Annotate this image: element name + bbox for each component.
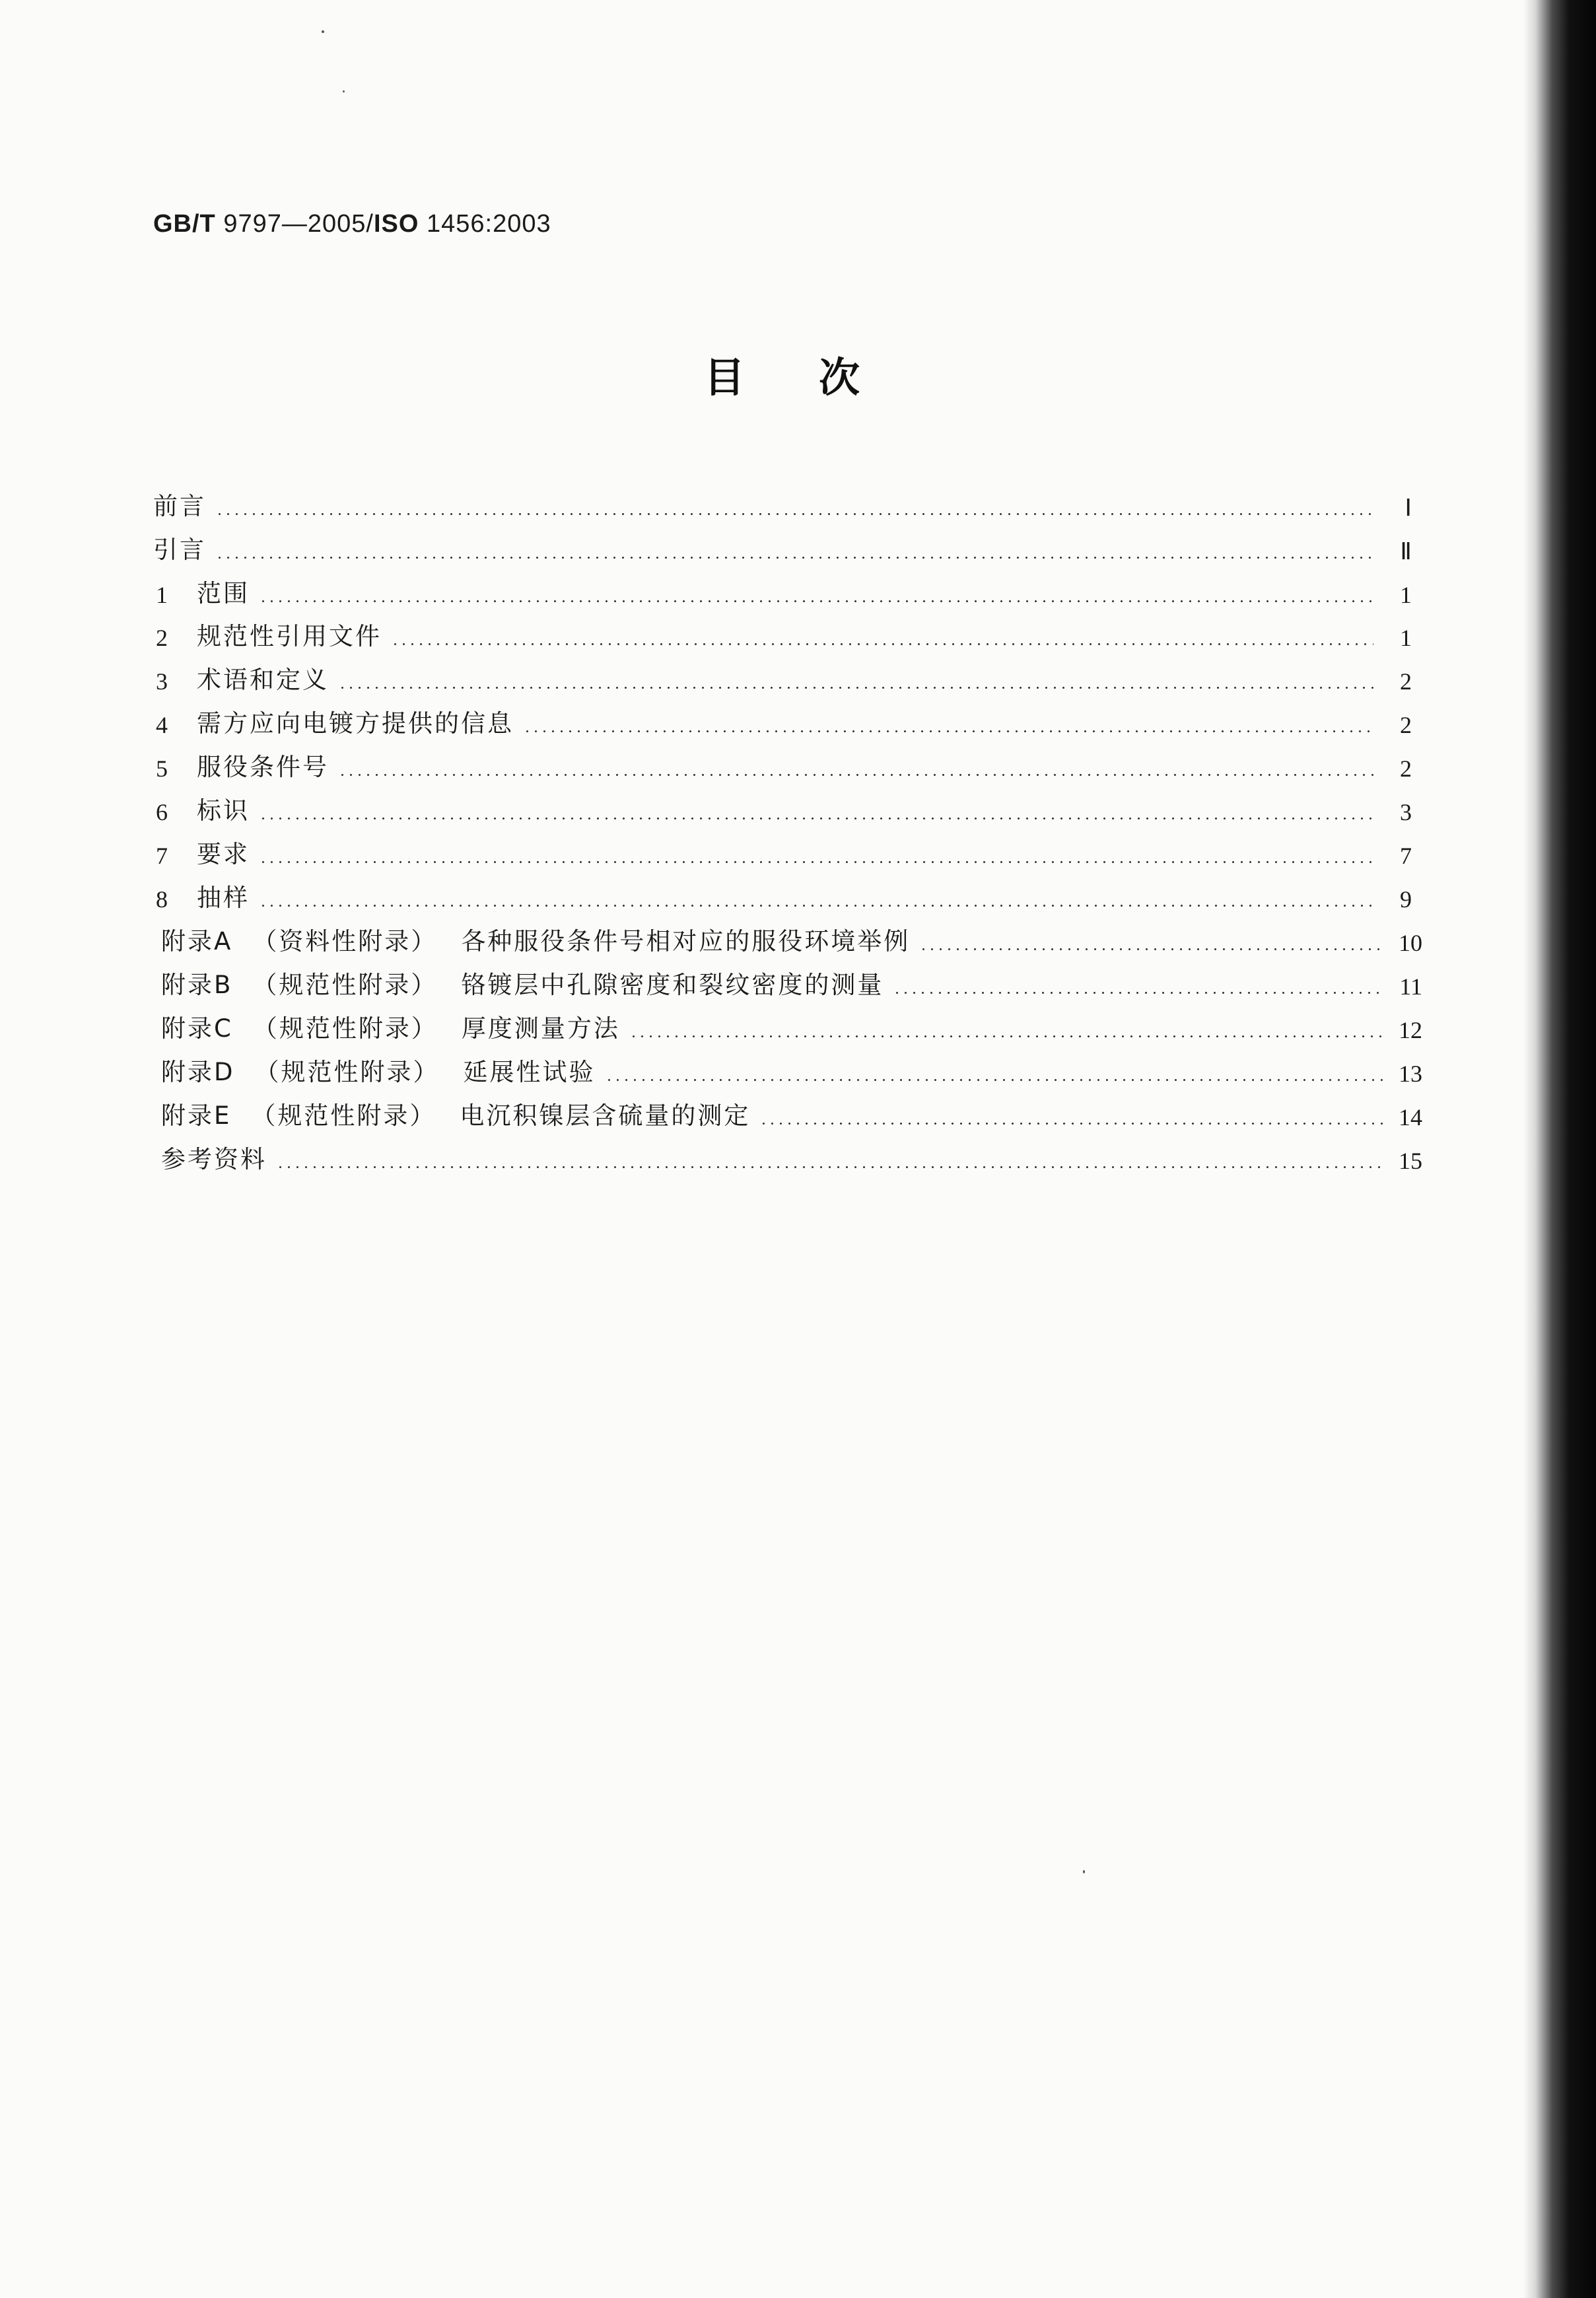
dot-leader — [391, 643, 1373, 645]
toc-entry-page: Ⅱ — [1400, 538, 1412, 565]
dot-leader — [759, 1123, 1384, 1125]
toc-entry-clause-1[interactable] — [156, 574, 1412, 609]
dot-leader — [919, 948, 1384, 950]
toc-entry-label: 要求 — [197, 840, 250, 868]
toc-entry-annex-a[interactable] — [161, 923, 1422, 957]
toc-entry-number: 6 — [156, 799, 168, 825]
dot-leader — [259, 905, 1373, 907]
scan-speck — [322, 30, 324, 33]
toc-entry-number: 1 — [156, 582, 168, 608]
toc-entry-references[interactable] — [161, 1140, 1422, 1175]
dot-leader — [259, 600, 1373, 602]
annex-category: （规范性附录） — [252, 1014, 438, 1043]
toc-entry-label: 需方应向电镀方提供的信息 — [197, 709, 514, 738]
doc-code-gbt: GB/T — [153, 210, 216, 238]
annex-title: 延展性试验 — [463, 1058, 596, 1086]
toc-entry-page: 12 — [1399, 1017, 1422, 1043]
toc-entry-page: 1 — [1400, 625, 1412, 651]
annex-category: （资料性附录） — [252, 927, 438, 956]
annex-title: 铬镀层中孔隙密度和裂纹密度的测量 — [461, 971, 884, 999]
toc-entry-clause-7[interactable] — [156, 835, 1412, 870]
annex-label: 附录A — [161, 927, 233, 956]
dot-leader — [276, 1166, 1384, 1168]
toc-entry-page: 10 — [1399, 930, 1422, 956]
toc-entry-page: 13 — [1399, 1061, 1422, 1087]
annex-category: （规范性附录） — [251, 1101, 436, 1130]
toc-entry-label: 参考资料 — [161, 1145, 267, 1173]
annex-category: （规范性附录） — [252, 971, 438, 999]
toc-entry-label: 引言 — [153, 536, 206, 564]
toc-entry-page: 1 — [1400, 582, 1412, 608]
toc-entry-label: 前言 — [153, 492, 206, 520]
scan-edge-shadow — [1523, 0, 1596, 2298]
scan-speck — [343, 90, 345, 92]
document-code — [153, 210, 551, 238]
annex-title: 各种服役条件号相对应的服役环境举例 — [461, 927, 911, 956]
annex-label: 附录E — [161, 1101, 232, 1130]
toc-entry-page: 2 — [1400, 668, 1412, 695]
toc-entry-label: 范围 — [197, 579, 250, 608]
toc-entry-annex-e[interactable] — [161, 1097, 1422, 1131]
dot-leader — [629, 1035, 1384, 1037]
toc-title: 目次 — [704, 353, 934, 401]
toc-entry-label: 标识 — [197, 796, 250, 825]
toc-entry-number: 5 — [156, 755, 168, 782]
toc-entry-clause-2[interactable] — [156, 617, 1412, 652]
toc-entry-number: 4 — [156, 712, 168, 738]
toc-entry-page: 11 — [1399, 973, 1422, 1000]
toc-entry-foreword[interactable] — [153, 487, 1412, 522]
annex-label: 附录D — [161, 1058, 235, 1086]
toc-entry-page: 3 — [1400, 799, 1412, 825]
dot-leader — [893, 992, 1384, 994]
toc-entry-annex-d[interactable] — [161, 1053, 1422, 1088]
dot-leader — [259, 861, 1373, 863]
dot-leader — [605, 1079, 1385, 1081]
toc-entry-label: 术语和定义 — [197, 666, 329, 694]
annex-title: 厚度测量方法 — [461, 1014, 620, 1043]
toc-entry-clause-3[interactable] — [156, 661, 1412, 695]
doc-code-number: 9797—2005/ — [223, 210, 374, 238]
toc-entry-introduction[interactable] — [153, 531, 1412, 565]
toc-entry-label: 规范性引用文件 — [197, 622, 382, 650]
toc-entry-page: 7 — [1400, 843, 1412, 869]
annex-label: 附录B — [161, 971, 233, 999]
toc-entry-clause-4[interactable] — [156, 705, 1412, 739]
toc-entry-page: 9 — [1400, 886, 1412, 913]
annex-title: 电沉积镍层含硫量的测定 — [460, 1101, 751, 1130]
annex-label: 附录C — [161, 1014, 233, 1043]
toc-entry-label: 服役条件号 — [197, 753, 329, 781]
toc-entry-annex-c[interactable] — [161, 1010, 1422, 1044]
toc-entry-clause-5[interactable] — [156, 748, 1412, 783]
toc-entry-number: 3 — [156, 668, 168, 695]
dot-leader — [338, 774, 1373, 776]
toc-entry-page: 14 — [1399, 1104, 1422, 1131]
doc-code-iso-number: 1456:2003 — [427, 210, 551, 238]
dot-leader — [215, 513, 1373, 515]
dot-leader — [523, 730, 1373, 732]
doc-code-iso: ISO — [373, 210, 419, 238]
toc-entry-clause-8[interactable] — [156, 879, 1412, 913]
annex-category: （规范性附录） — [254, 1058, 440, 1086]
toc-entry-page: 15 — [1399, 1148, 1422, 1174]
toc-entry-page: 2 — [1400, 755, 1412, 782]
toc-entry-number: 8 — [156, 886, 168, 913]
scan-speck — [1083, 1870, 1085, 1873]
toc-entry-clause-6[interactable] — [156, 792, 1412, 826]
dot-leader — [338, 687, 1373, 689]
toc-entry-number: 7 — [156, 843, 168, 869]
toc-entry-annex-b[interactable] — [161, 966, 1422, 1000]
toc-entry-page: Ⅰ — [1405, 495, 1412, 521]
toc-entry-page: 2 — [1400, 712, 1412, 738]
toc-entry-label: 抽样 — [197, 884, 250, 912]
toc-entry-number: 2 — [156, 625, 168, 651]
dot-leader — [259, 818, 1373, 819]
dot-leader — [215, 557, 1373, 559]
